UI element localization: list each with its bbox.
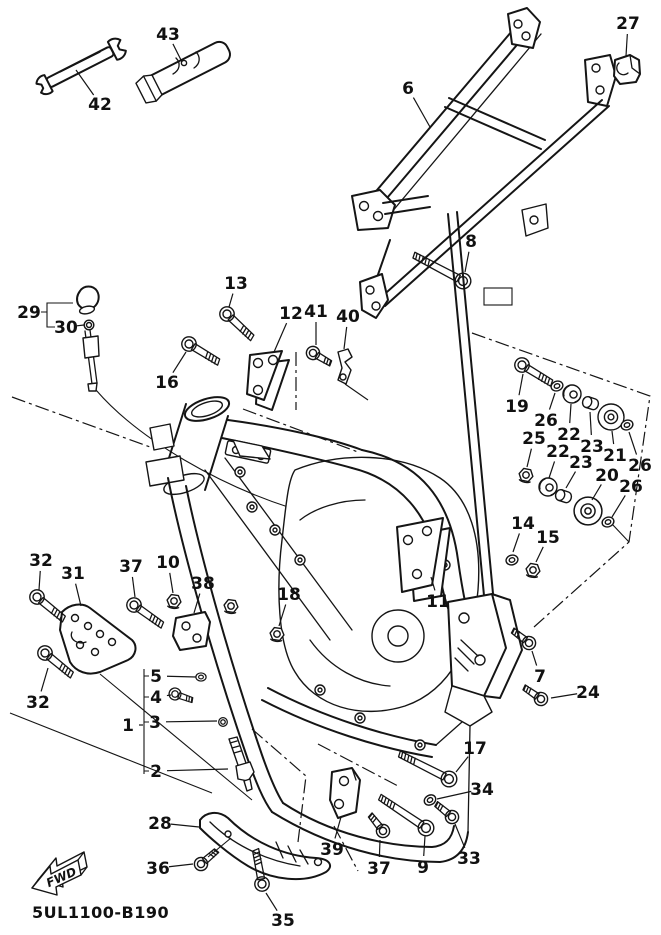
callout-1: 1 (122, 716, 134, 736)
bracket-39 (330, 768, 360, 818)
callout-12: 12 (279, 304, 303, 324)
callout-9: 9 (417, 858, 429, 878)
leader-line-8 (465, 252, 469, 272)
nut-10 (166, 594, 182, 609)
callout-43: 43 (156, 25, 180, 45)
leader-line-42 (76, 70, 94, 95)
leader-line-37 (379, 840, 380, 857)
leader-line-20 (592, 484, 601, 500)
engine-bracket-12 (247, 351, 289, 410)
callout-26: 26 (534, 411, 558, 431)
callout-35: 35 (271, 911, 295, 931)
callout-16: 16 (155, 373, 179, 393)
leader-line-7 (532, 651, 537, 666)
leader-line-26 (549, 393, 555, 410)
callout-14: 14 (511, 514, 535, 534)
bolt-13 (217, 304, 258, 344)
bolt-33 (432, 798, 462, 826)
callout-26: 26 (628, 456, 652, 476)
callout-25: 25 (522, 429, 546, 449)
bolt-37b (365, 810, 392, 840)
bolt-16 (179, 334, 223, 369)
leader-line-13 (229, 294, 233, 307)
callout-29: 29 (17, 303, 41, 323)
callout-2: 2 (150, 762, 162, 782)
leader-line-23 (590, 412, 591, 435)
callout-4: 4 (150, 688, 162, 708)
leader-line-30 (77, 325, 84, 326)
leader-line-28 (171, 824, 199, 827)
callout-36: 36 (146, 859, 170, 879)
callout-8: 8 (465, 232, 477, 252)
leader-line-25 (527, 449, 531, 467)
leader-line-15 (536, 547, 543, 562)
callout-27: 27 (616, 14, 640, 34)
callout-38: 38 (191, 574, 215, 594)
leader-line-22 (549, 461, 555, 478)
callout-32: 32 (29, 551, 53, 571)
callout-28: 28 (148, 814, 172, 834)
leader-line-14 (513, 533, 519, 552)
callout-37: 37 (119, 557, 143, 577)
leader-line-2 (167, 769, 228, 771)
leader-line-19 (519, 374, 523, 395)
callout-42: 42 (88, 95, 112, 115)
callout-18: 18 (277, 585, 301, 605)
callout-31: 31 (61, 564, 85, 584)
callout-22: 22 (546, 442, 570, 462)
bracket-38 (173, 612, 210, 650)
callout-24: 24 (576, 683, 600, 703)
diagram-part-code: 5UL1100-B190 (32, 903, 170, 922)
leader-line-35 (266, 893, 277, 911)
callout-23: 23 (580, 437, 604, 457)
callout-15: 15 (536, 528, 560, 548)
bolt-17 (396, 747, 460, 790)
callout-37: 37 (367, 859, 391, 879)
stud-2 (229, 737, 254, 791)
clamp-40 (338, 349, 368, 400)
leader-line-3 (166, 721, 217, 722)
phantom-flag (484, 288, 512, 305)
callout-26: 26 (619, 477, 643, 497)
callout-3: 3 (149, 713, 161, 733)
engine-bracket-11 (397, 518, 450, 601)
tool-spoke-wrench (34, 36, 128, 97)
callout-22: 22 (557, 425, 581, 445)
leader-line-32 (41, 668, 48, 691)
callout-13: 13 (224, 274, 248, 294)
damper-27 (614, 55, 640, 84)
leader-line-26 (612, 495, 625, 517)
callout-39: 39 (320, 840, 344, 860)
leader-line-24 (551, 694, 577, 698)
nut-small (223, 599, 239, 614)
leader-line-40 (344, 327, 347, 349)
leader-line-33 (455, 824, 465, 848)
leader-line-31 (76, 584, 81, 606)
leader-line-10 (170, 573, 173, 593)
leader-line-27 (626, 34, 627, 56)
leader-line-21 (612, 431, 614, 444)
leader-line-9 (424, 836, 425, 856)
callout-7: 7 (534, 667, 546, 687)
callout-17: 17 (463, 739, 487, 759)
leader-line-32 (39, 571, 40, 590)
leader-line-6 (413, 98, 430, 127)
callout-10: 10 (156, 553, 180, 573)
callout-32: 32 (26, 693, 50, 713)
leader-line-16 (173, 352, 186, 373)
callout-20: 20 (595, 466, 619, 486)
callout-19: 19 (505, 397, 529, 417)
skid-plate-28 (200, 813, 330, 879)
leader-line-23 (566, 472, 576, 488)
callout-11: 11 (426, 592, 450, 612)
callout-34: 34 (470, 780, 494, 800)
leader-line-37 (132, 577, 135, 597)
leader-line-12 (274, 323, 287, 352)
callout-33: 33 (457, 849, 481, 869)
main-frame (146, 212, 522, 862)
leader-line-36 (169, 864, 193, 867)
callout-40: 40 (336, 307, 360, 327)
callout-41: 41 (304, 302, 328, 322)
phantom-line (612, 524, 629, 542)
callout-30: 30 (54, 318, 78, 338)
leader-line-26 (629, 432, 637, 455)
fwd-arrow-badge (32, 852, 87, 895)
callout-5: 5 (150, 667, 162, 687)
leader-line-39 (335, 817, 341, 838)
bolt-37a (124, 595, 167, 632)
callout-6: 6 (402, 79, 414, 99)
rear-subframe (352, 8, 616, 318)
tool-plug-wrench (135, 39, 233, 106)
callout-23: 23 (569, 453, 593, 473)
fwd-label: FWD (44, 864, 79, 891)
bolt-41 (304, 344, 334, 370)
leader-line-34 (437, 791, 471, 799)
leader-line-5 (167, 676, 196, 677)
leader-line-22 (570, 404, 571, 423)
leader-line-4 (167, 695, 171, 696)
callout-21: 21 (603, 446, 627, 466)
